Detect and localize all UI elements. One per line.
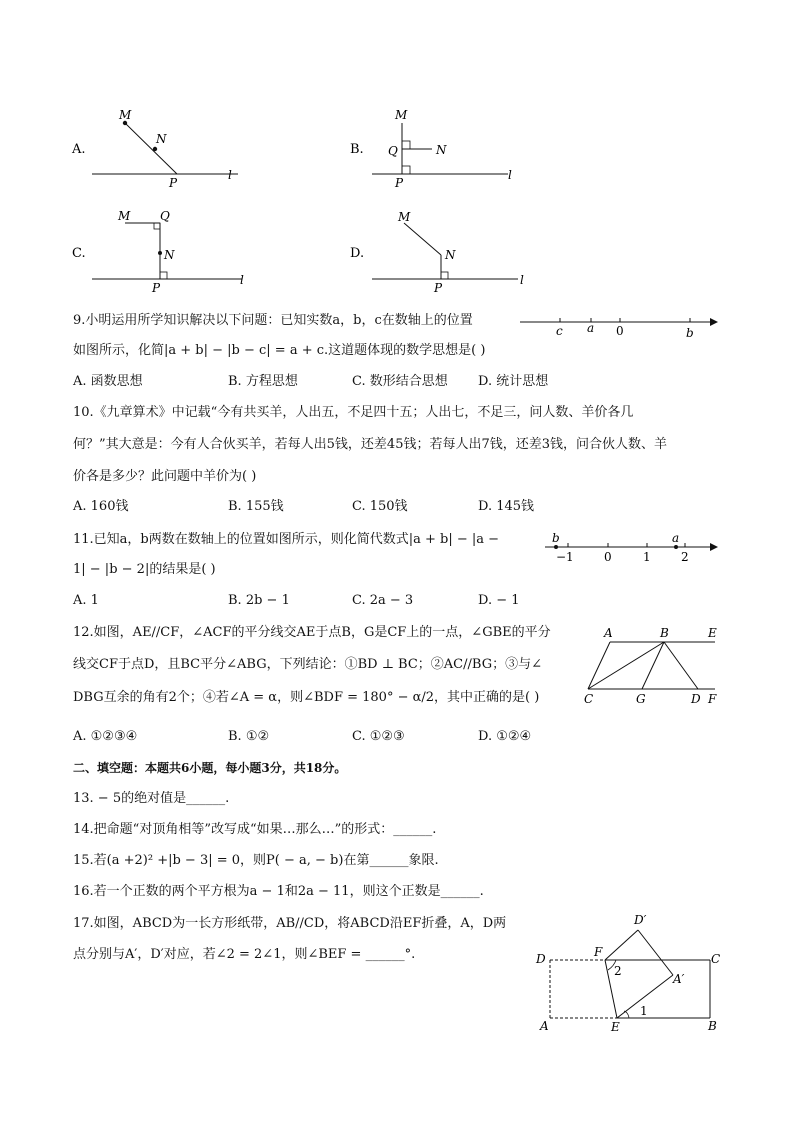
q11-tick-1: 1	[643, 550, 651, 564]
fig-b-m: M	[395, 108, 408, 122]
q9-option-b[interactable]: B. 方程思想	[228, 374, 298, 389]
q17-pt-a: A	[540, 1019, 549, 1033]
figure-option-b	[348, 105, 528, 190]
q12-line2: 线交CF于点D，且BC平分∠ABG，下列结论：①BD ⊥ BC；②AC//BG；③与∠	[73, 657, 542, 672]
q10-option-b[interactable]: B. 155钱	[228, 499, 284, 514]
q9-axis-b: b	[686, 326, 694, 340]
fig-c-m: M	[118, 209, 131, 223]
q17-angle-2: 2	[614, 964, 622, 978]
q11-option-b[interactable]: B. 2b − 1	[228, 593, 290, 608]
q11-tick-2: 2	[681, 550, 689, 564]
q11-option-c[interactable]: C. 2a − 3	[352, 593, 414, 608]
fig-b-l: l	[508, 168, 512, 182]
q11-number-line	[540, 530, 725, 566]
fig-b-p: P	[395, 176, 404, 190]
q12-option-b[interactable]: B. ①②	[228, 729, 270, 744]
q11-axis-b: b	[552, 531, 560, 545]
q17-line2: 点分别与A′，D′对应，若∠2 = 2∠1，则∠BEF = ______°.	[73, 947, 416, 962]
fig-b-tag: B.	[350, 142, 364, 157]
q12-option-a[interactable]: A. ①②③④	[73, 729, 138, 744]
fig-a-p: P	[169, 176, 178, 190]
fig-d-tag: D.	[350, 246, 365, 261]
q10-option-c[interactable]: C. 150钱	[352, 499, 408, 514]
fig-b-q: Q	[388, 144, 398, 158]
q12-pt-f: F	[708, 692, 717, 706]
q13: 13. − 5的绝对值是______.	[73, 791, 230, 806]
figure-option-d	[348, 205, 538, 295]
q12-pt-d: D	[691, 692, 701, 706]
q10-line1: 10.《九章算术》中记载“今有共买羊，人出五，不足四十五；人出七，不足三，问人数、羊价各几	[73, 405, 634, 420]
q17-pt-a-prime: A′	[673, 972, 685, 986]
q12-pt-c: C	[584, 692, 594, 706]
fig-a-tag: A.	[72, 142, 86, 157]
q11-axis-a: a	[672, 531, 680, 545]
section-2-heading: 二、填空题：本题共6小题，每小题3分，共18分。	[73, 761, 347, 775]
fig-a-m: M	[119, 108, 132, 122]
fig-d-p: P	[434, 281, 443, 295]
q17-line1: 17.如图，ABCD为一长方形纸带，AB//CD，将ABCD沿EF折叠，A，D两	[73, 916, 507, 931]
q17-pt-c: C	[711, 952, 721, 966]
q17-pt-d-prime: D′	[634, 913, 647, 927]
q17-pt-f: F	[594, 945, 603, 959]
q10-line3: 价各是多少？此问题中羊价为( )	[73, 469, 257, 484]
fig-a-l: l	[228, 168, 232, 182]
fig-c-l: l	[240, 273, 244, 287]
q14: 14.把命题“对顶角相等”改写成“如果…那么…”的形式：______.	[73, 822, 437, 837]
q12-line1: 12.如图，AE//CF，∠ACF的平分线交AE于点B，G是CF上的一点，∠GBE的平分	[73, 625, 551, 640]
q9-number-line	[515, 310, 725, 340]
q17-pt-b: B	[708, 1019, 717, 1033]
fig-d-l: l	[520, 273, 524, 287]
q12-figure	[580, 622, 730, 712]
fig-c-n: N	[164, 248, 175, 262]
fig-a-n: N	[156, 132, 167, 146]
q16: 16.若一个正数的两个平方根为a − 1和2a − 11，则这个正数是______.	[73, 884, 484, 899]
fig-c-q: Q	[160, 209, 170, 223]
fig-d-n: N	[445, 248, 456, 262]
q9-option-c[interactable]: C. 数形结合思想	[352, 374, 448, 389]
q9-axis-a: a	[587, 321, 595, 335]
q12-option-c[interactable]: C. ①②③	[352, 729, 405, 744]
q9-line2: 如图所示，化简|a + b| − |b − c| = a + c.这道题体现的数学思想是( )	[73, 343, 486, 358]
q11-line2: 1| − |b − 2|的结果是( )	[73, 562, 216, 577]
q12-pt-e: E	[708, 626, 717, 640]
figure-option-c	[70, 205, 260, 295]
fig-d-m: M	[398, 210, 411, 224]
q9-option-a[interactable]: A. 函数思想	[73, 374, 143, 389]
q11-option-d[interactable]: D. − 1	[478, 593, 520, 608]
q10-option-d[interactable]: D. 145钱	[478, 499, 535, 514]
fig-c-tag: C.	[72, 246, 86, 261]
q12-pt-b: B	[660, 626, 669, 640]
q9-line1: 9.小明运用所学知识解决以下问题：已知实数a，b，c在数轴上的位置	[73, 313, 473, 328]
q17-angle-1: 1	[640, 1004, 648, 1018]
q12-option-d[interactable]: D. ①②④	[478, 729, 532, 744]
q15: 15.若(a +2)² +|b − 3| = 0，则P( − a, − b)在第______象限.	[73, 853, 439, 868]
q10-option-a[interactable]: A. 160钱	[73, 499, 129, 514]
q11-line1: 11.已知a，b两数在数轴上的位置如图所示，则化简代数式|a + b| − |a −	[73, 532, 500, 547]
q10-line2: 何？”其大意是：今有人合伙买羊，若每人出5钱，还差45钱；若每人出7钱，还差3钱，问合伙人数、羊	[73, 437, 668, 452]
q12-line3: DBG互余的角有2个；④若∠A = α，则∠BDF = 180° − α/2，其中正确的是( )	[73, 690, 540, 705]
q17-pt-e: E	[611, 1020, 620, 1034]
q12-pt-a: A	[604, 626, 613, 640]
fig-b-n: N	[436, 143, 447, 157]
q9-axis-c: c	[556, 324, 563, 338]
q17-pt-d: D	[536, 952, 546, 966]
q12-pt-g: G	[636, 692, 646, 706]
q11-option-a[interactable]: A. 1	[73, 593, 99, 608]
q9-axis-zero: 0	[616, 324, 624, 338]
q17-figure	[530, 908, 730, 1038]
q11-tick-0: 0	[604, 550, 612, 564]
figure-option-a	[70, 105, 250, 190]
q11-tick-minus1: −1	[556, 550, 574, 564]
q9-option-d[interactable]: D. 统计思想	[478, 374, 549, 389]
fig-c-p: P	[152, 281, 161, 295]
